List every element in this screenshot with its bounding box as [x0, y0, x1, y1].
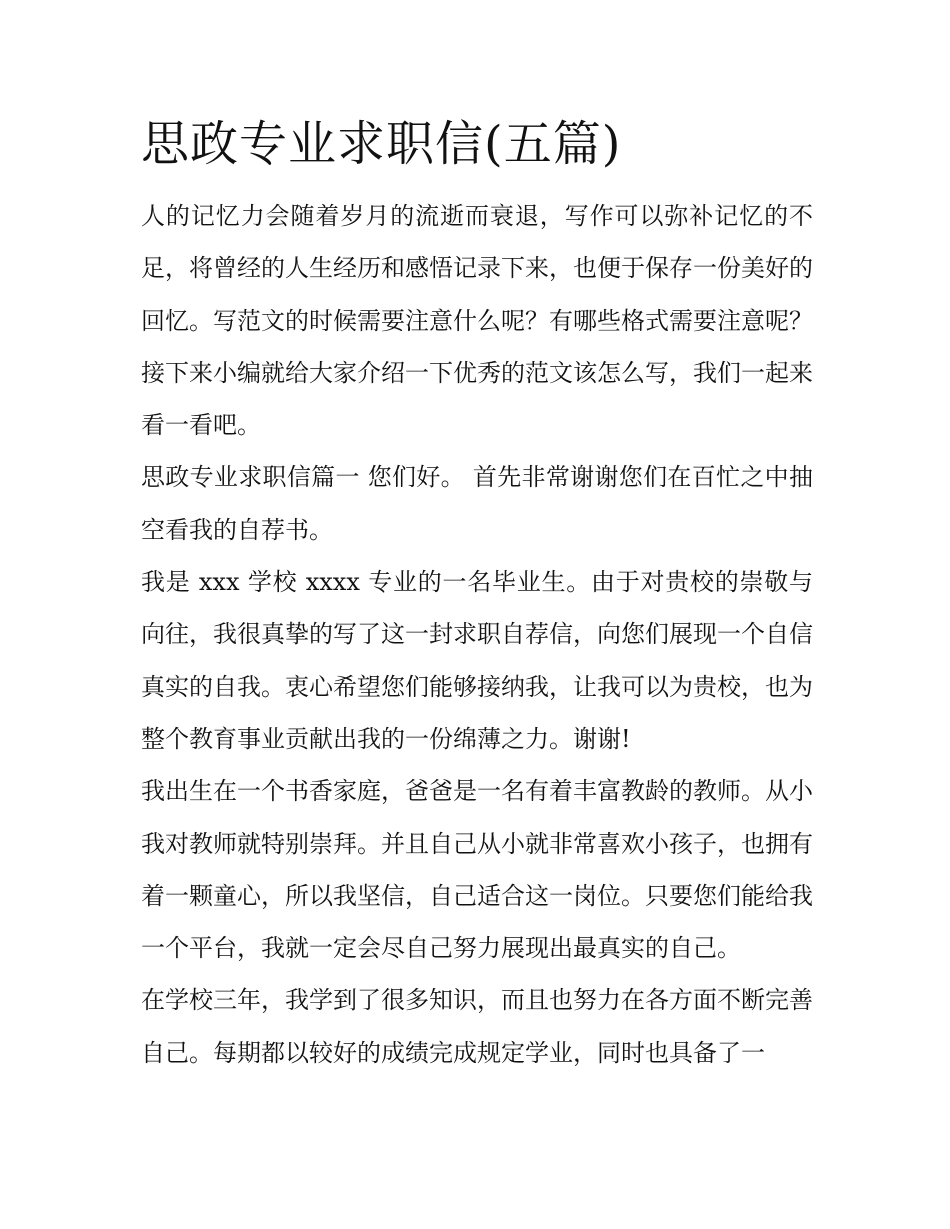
paragraph-intro: 人的记忆力会随着岁月的流逝而衰退，写作可以弥补记忆的不足，将曾经的人生经历和感悟记录下来，也便于保存一份美好的回忆。写范文的时候需要注意什么呢？有哪些格式需要注意呢？接下来小编就给大家介绍一下优秀的范文该怎么写，我们一起来看一看吧。	[141, 202, 813, 440]
paragraph-letter-opening: 思政专业求职信篇一 您们好。 首先非常谢谢您们在百忙之中抽空看我的自荐书。	[141, 463, 813, 544]
paragraph-family-background: 我出生在一个书香家庭，爸爸是一名有着丰富教龄的教师。从小我对教师就特别崇拜。并且自己从小就非常喜欢小孩子，也拥有着一颗童心，所以我坚信，自己适合这一岗位。只要您们能给我一个平台，我就一定会尽自己努力展现出最真实的自己。	[141, 777, 813, 963]
paragraph-self-introduction: 我是 xxx 学校 xxxx 专业的一名毕业生。由于对贵校的崇敬与向往，我很真挚的写了这一封求职自荐信，向您们展现一个自信真实的自我。衷心希望您们能够接纳我，让我可以为贵校，也为整个教育事业贡献出我的一份绵薄之力。谢谢!	[141, 568, 813, 753]
paragraph-school-experience: 在学校三年，我学到了很多知识，而且也努力在各方面不断完善自己。每期都以较好的成绩完成规定学业，同时也具备了一	[141, 986, 813, 1067]
document-title: 思政专业求职信(五篇)	[141, 116, 622, 172]
document-page	[141, 112, 813, 1079]
